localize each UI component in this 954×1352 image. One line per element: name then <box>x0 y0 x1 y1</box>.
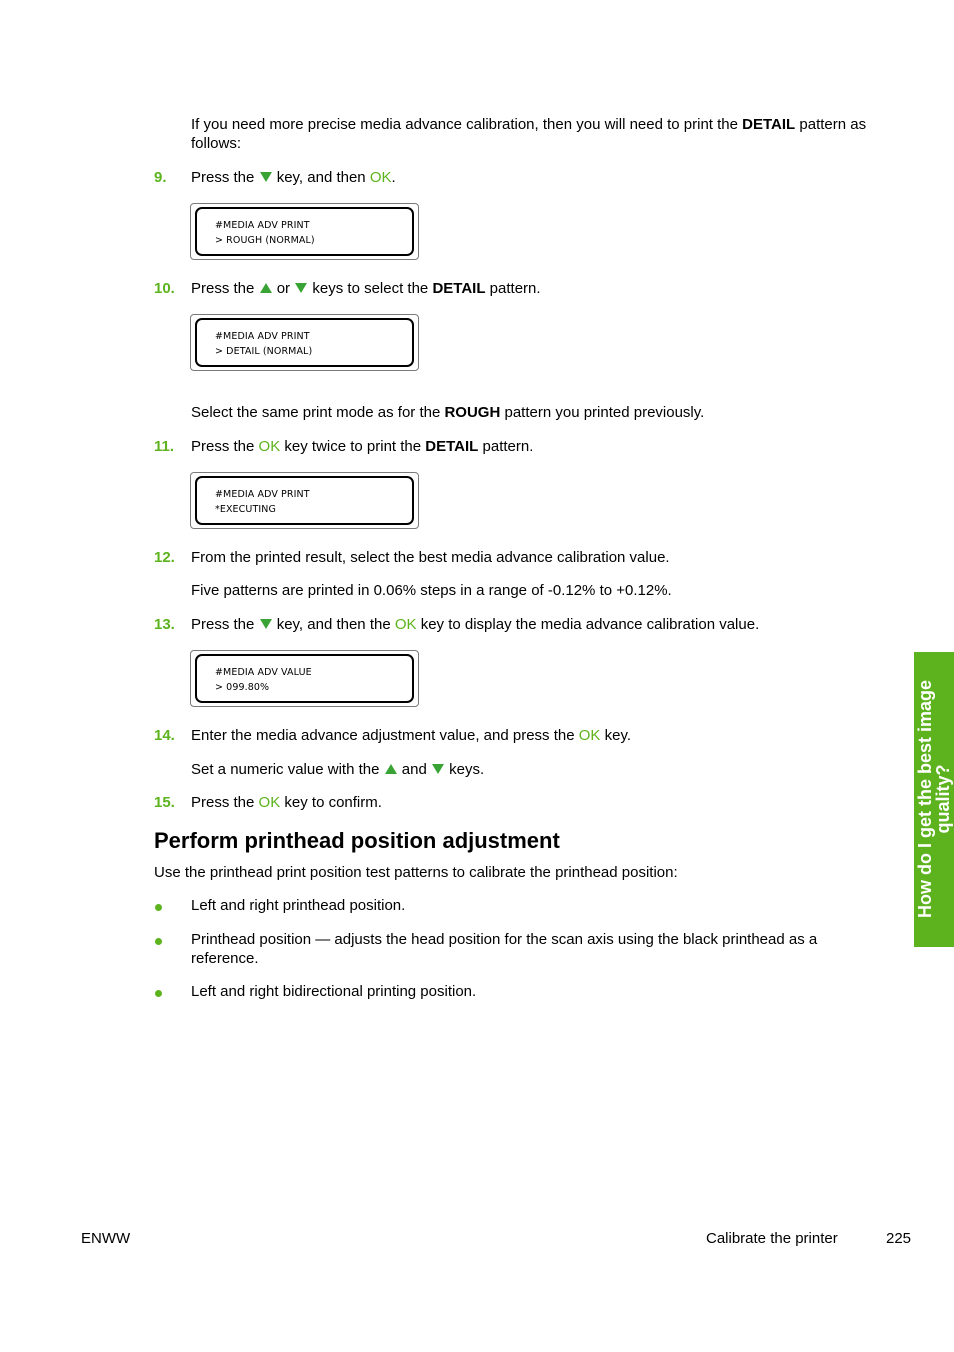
step-number: 13. <box>154 616 175 633</box>
step-text: Press the OK key twice to print the DETAIL pattern. <box>191 438 534 455</box>
up-arrow-icon <box>260 283 272 293</box>
bullet-icon <box>155 938 162 945</box>
chapter-side-tab-label: How do I get the best image quality? <box>915 679 953 919</box>
section-heading: Perform printhead position adjustment <box>154 828 560 853</box>
down-arrow-icon <box>260 172 272 182</box>
lcd-display <box>190 650 419 707</box>
note-paragraph: Select the same print mode as for the ROUGH pattern you printed previously. <box>191 404 705 421</box>
down-arrow-icon <box>432 764 444 774</box>
lcd-line-2: > 099.80% <box>215 682 270 693</box>
chapter-side-tab <box>914 652 954 947</box>
list-item: Left and right printhead position. <box>191 897 406 914</box>
list-item: Left and right bidirectional printing position. <box>191 983 477 1000</box>
list-item: Printhead position — adjusts the head position for the scan axis using the black printhead as a reference. <box>191 931 818 967</box>
step-text: From the printed result, select the best media advance calibration value. <box>191 549 670 566</box>
down-arrow-icon <box>295 283 307 293</box>
note-paragraph: Five patterns are printed in 0.06% steps in a range of -0.12% to +0.12%. <box>191 582 672 599</box>
lcd-display <box>190 203 419 260</box>
lcd-display <box>190 314 419 371</box>
lcd-frame <box>195 654 414 703</box>
note-paragraph: Set a numeric value with the and keys. <box>191 761 485 778</box>
ok-key-label: OK <box>578 727 601 744</box>
lcd-frame <box>195 476 414 525</box>
step-number: 10. <box>154 280 175 297</box>
lcd-line-1: #MEDIA ADV VALUE <box>215 667 312 678</box>
step-number: 14. <box>154 727 175 744</box>
ok-key-label: OK <box>258 438 281 455</box>
intro-paragraph: If you need more precise media advance calibration, then you will need to print the DETAIL pattern as follows: <box>191 116 867 152</box>
step-number: 9. <box>154 169 167 186</box>
ok-key-label: OK <box>258 794 281 811</box>
lcd-line-2: > ROUGH (NORMAL) <box>215 235 315 246</box>
step-number: 11. <box>154 438 175 455</box>
lcd-line-1: #MEDIA ADV PRINT <box>215 331 310 342</box>
step-text: Press the key, and then OK. <box>191 169 396 186</box>
up-arrow-icon <box>385 764 397 774</box>
footer-title: Calibrate the printer <box>706 1230 838 1247</box>
step-text: Press the or keys to select the DETAIL pattern. <box>191 280 541 297</box>
footer-left: ENWW <box>81 1230 131 1247</box>
lcd-line-1: #MEDIA ADV PRINT <box>215 220 310 231</box>
lcd-line-2: > DETAIL (NORMAL) <box>215 346 313 357</box>
step-number: 15. <box>154 794 175 811</box>
ok-key-label: OK <box>369 169 392 186</box>
lcd-frame <box>195 207 414 256</box>
down-arrow-icon <box>260 619 272 629</box>
step-number: 12. <box>154 549 175 566</box>
page-number: 225 <box>886 1230 912 1247</box>
bullet-icon <box>155 990 162 997</box>
lcd-frame <box>195 318 414 367</box>
step-text: Enter the media advance adjustment value, and press the OK key. <box>191 727 632 744</box>
lcd-line-1: #MEDIA ADV PRINT <box>215 489 310 500</box>
step-text: Press the OK key to confirm. <box>191 794 382 811</box>
bullet-icon <box>155 904 162 911</box>
ok-key-label: OK <box>394 616 417 633</box>
lcd-display <box>190 472 419 529</box>
step-text: Press the key, and then the OK key to display the media advance calibration value. <box>191 616 760 633</box>
lcd-line-2: *EXECUTING <box>215 504 276 515</box>
section-intro: Use the printhead print position test patterns to calibrate the printhead position: <box>154 864 678 881</box>
